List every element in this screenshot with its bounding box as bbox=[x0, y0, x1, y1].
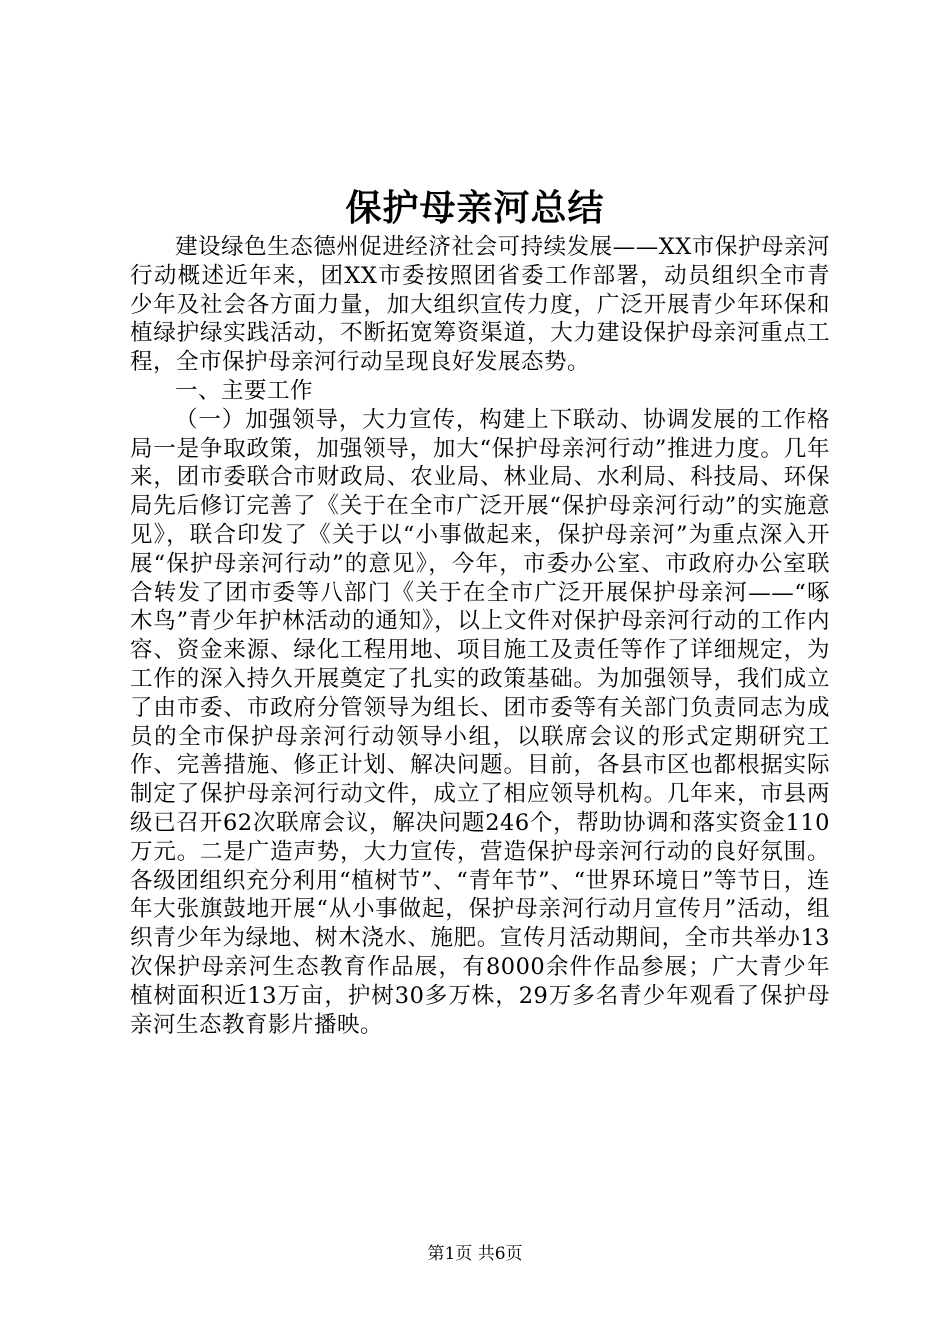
document-title: 保护母亲河总结 bbox=[345, 187, 605, 229]
paragraph-section-1: （一）加强领导，大力宣传，构建上下联动、协调发展的工作格局一是争取政策，加强领导，加大“保护母亲河行动”推进力度。几年来，团市委联合市财政局、农业局、林业局、水利局、科技局、环保局先后修订完善了《关于在全市广泛开展“保护母亲河行动”的实施意见》，联合印发了《关于以“小事做起来，保护母亲河”为重点深入开展“保护母亲河行动”的意见》，今年，市委办公室、市政府办公室联合转发了团市委等八部门《关于在全市广泛开展保护母亲河——“啄木鸟”青少年护林活动的通知》，以上文件对保护母亲河行动的工作内容、资金来源、绿化工程用地、项目施工及责任等作了详细规定，为工作的深入持久开展奠定了扎实的政策基础。为加强领导，我们成立了由市委、市政府分管领导为组长、团市委等有关部门负责同志为成员的全市保护母亲河行动领导小组，以联席会议的形式定期研究工作、完善措施、修正计划、解决问题。目前，各县市区也都根据实际制定了保护母亲河行动文件，成立了相应领导机构。几年来，市县两级已召开62次联席会议，解决问题246个，帮助协调和落实资金110万元。二是广造声势，大力宣传，营造保护母亲河行动的良好氛围。各级团组织充分利用“植树节”、“青年节”、“世界环境日”等节日，连年大张旗鼓地开展“从小事做起，保护母亲河行动月宣传月”活动，组织青少年为绿地、树木浇水、施肥。宣传月活动期间，全市共举办13次保护母亲河生态教育作品展，有8000余件作品参展；广大青少年植树面积近13万亩，护树30多万株，29万多名青少年观看了保护母亲河生态教育影片播映。 bbox=[130, 406, 830, 1038]
page-footer: 第1页 共6页 bbox=[427, 1244, 523, 1264]
document-body bbox=[130, 233, 830, 1039]
section-heading: 一、主要工作 bbox=[175, 377, 314, 404]
paragraph-intro: 建设绿色生态德州促进经济社会可持续发展——XX市保护母亲河行动概述近年来，团XX市委按照团省委工作部署，动员组织全市青少年及社会各方面力量，加大组织宣传力度，广泛开展青少年环保和植绿护绿实践活动，不断拓宽筹资渠道，大力建设保护母亲河重点工程，全市保护母亲河行动呈现良好发展态势。 bbox=[130, 234, 830, 376]
